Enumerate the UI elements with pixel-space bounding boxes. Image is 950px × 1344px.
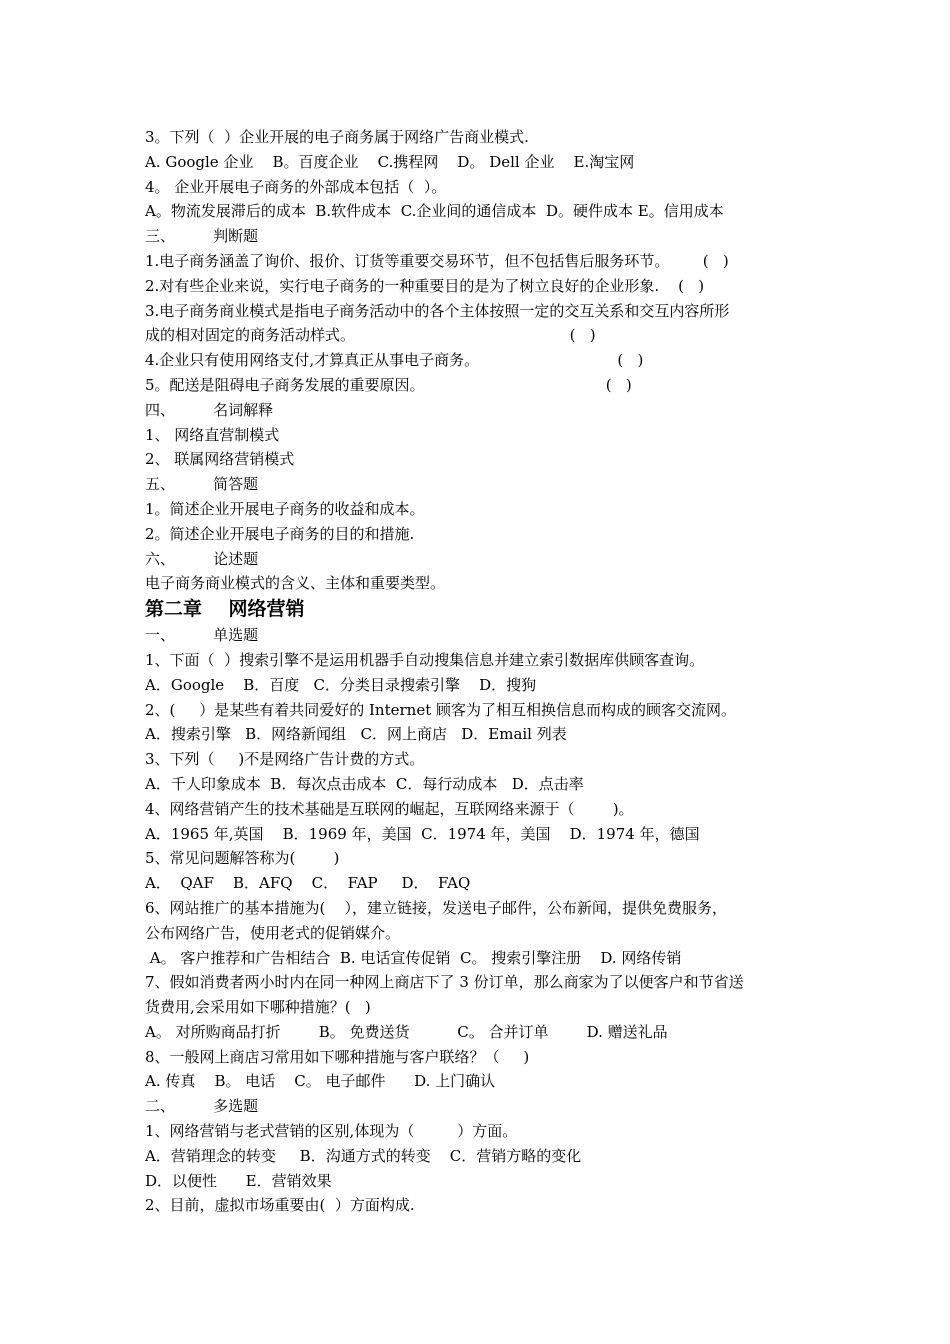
- text-line: 2、 联属网络营销模式: [145, 450, 295, 469]
- text-line: 2、( ）是某些有着共同爱好的 Internet 顾客为了相互相换信息而构成的顾客交流网。: [145, 700, 737, 719]
- text-line: 8、一般网上商店习常用如下哪种措施与客户联络？（ ): [145, 1047, 530, 1066]
- text-line: D．以便性 E．营销效果: [145, 1171, 332, 1190]
- text-line: A．千人印象成本 B．每次点击成本 C．每行动成本 D．点击率: [145, 774, 584, 793]
- text-line: 1。简述企业开展电子商务的收益和成本。: [145, 499, 425, 518]
- text-line: 4。 企业开展电子商务的外部成本包括（ ）。: [145, 177, 447, 196]
- text-line: 二、 多选题: [145, 1097, 259, 1116]
- text-line: 3、下列（ )不是网络广告计费的方式。: [145, 750, 425, 769]
- text-line: 电子商务商业模式的含义、主体和重要类型。: [145, 574, 446, 593]
- text-line: A．Google B．百度 C．分类目录搜索引擎 D．搜狗: [145, 675, 537, 694]
- text-line: A． QAF B．AFQ C． FAP D． FAQ: [145, 874, 471, 893]
- text-line: 5、常见问题解答称为( ): [145, 849, 340, 868]
- text-line: 5。配送是阻碍电子商务发展的重要原因。 ( ): [145, 375, 632, 394]
- document-body: [145, 125, 815, 1218]
- text-line: 五、 简答题: [145, 475, 259, 494]
- text-line: A。 对所购商品打折 B。 免费送货 C。 合并订单 D. 赠送礼品: [145, 1022, 668, 1041]
- text-line: 1、下面（ ）搜索引擎不是运用机器手自动搜集信息并建立索引数据库供顾客查询。: [145, 650, 705, 669]
- text-line: 货费用,会采用如下哪种措施？( ): [145, 998, 371, 1017]
- text-line: 成的相对固定的商务活动样式。 ( ): [145, 326, 596, 345]
- text-line: A. Google 企业 B。百度企业 C.携程网 D。 Dell 企业 E.淘宝网: [145, 152, 635, 171]
- text-line: A．搜索引擎 B．网络新闻组 C．网上商店 D．Email 列表: [145, 725, 567, 744]
- text-line: A。物流发展滞后的成本 B.软件成本 C.企业间的通信成本 D。硬件成本 E。信用成本: [145, 202, 724, 221]
- text-line: 4、网络营销产生的技术基础是互联网的崛起，互联网络来源于（ )。: [145, 799, 634, 818]
- text-line: 六、 论述题: [145, 549, 259, 568]
- text-line: 一、 单选题: [145, 626, 259, 645]
- text-line: 2.对有些企业来说，实行电子商务的一种重要目的是为了树立良好的企业形象. ( ): [145, 276, 705, 295]
- text-line: 3.电子商务商业模式是指电子商务活动中的各个主体按照一定的交互关系和交互内容所形: [145, 301, 730, 320]
- text-line: A．营销理念的转变 B．沟通方式的转变 C．营销方略的变化: [145, 1146, 582, 1165]
- text-line: 2。简述企业开展电子商务的目的和措施.: [145, 524, 415, 543]
- text-line: 1.电子商务涵盖了询价、报价、订货等重要交易环节，但不包括售后服务环节。 ( ): [145, 251, 729, 270]
- text-line: A．1965 年,英国 B．1969 年，美国 C．1974 年，美国 D．1974 年，德国: [145, 824, 700, 843]
- text-line: A。 客户推荐和广告相结合 B. 电话宣传促销 C。 搜索引擎注册 D. 网络传销: [145, 948, 682, 967]
- text-line: 4.企业只有使用网络支付,才算真正从事电子商务。 ( ): [145, 351, 644, 370]
- section-ch2-questions: [145, 623, 815, 1218]
- chapter-heading: 第二章 网络营销: [145, 598, 305, 621]
- text-line: 公布网络广告，使用老式的促销媒介。: [145, 923, 401, 942]
- text-line: 3。下列（ ）企业开展的电子商务属于网络广告商业模式.: [145, 128, 529, 146]
- text-line: 1、网络营销与老式营销的区别,体现为（ ）方面。: [145, 1122, 518, 1141]
- text-line: 6、网站推广的基本措施为( ），建立链接，发送电子邮件，公布新闻，提供免费服务，: [145, 898, 727, 917]
- text-line: 四、 名词解释: [145, 400, 274, 419]
- text-line: 1、 网络直营制模式: [145, 425, 280, 444]
- section-ch1-questions: [145, 125, 815, 596]
- text-line: A. 传真 B。 电话 C。 电子邮件 D. 上门确认: [145, 1072, 496, 1091]
- text-line: 2、目前，虚拟市场重要由( ）方面构成.: [145, 1196, 415, 1215]
- text-line: 三、 判断题: [145, 227, 259, 246]
- text-line: 7、假如消费者两小时内在同一种网上商店下了 3 份订单，那么商家为了以便客户和节省送: [145, 973, 744, 992]
